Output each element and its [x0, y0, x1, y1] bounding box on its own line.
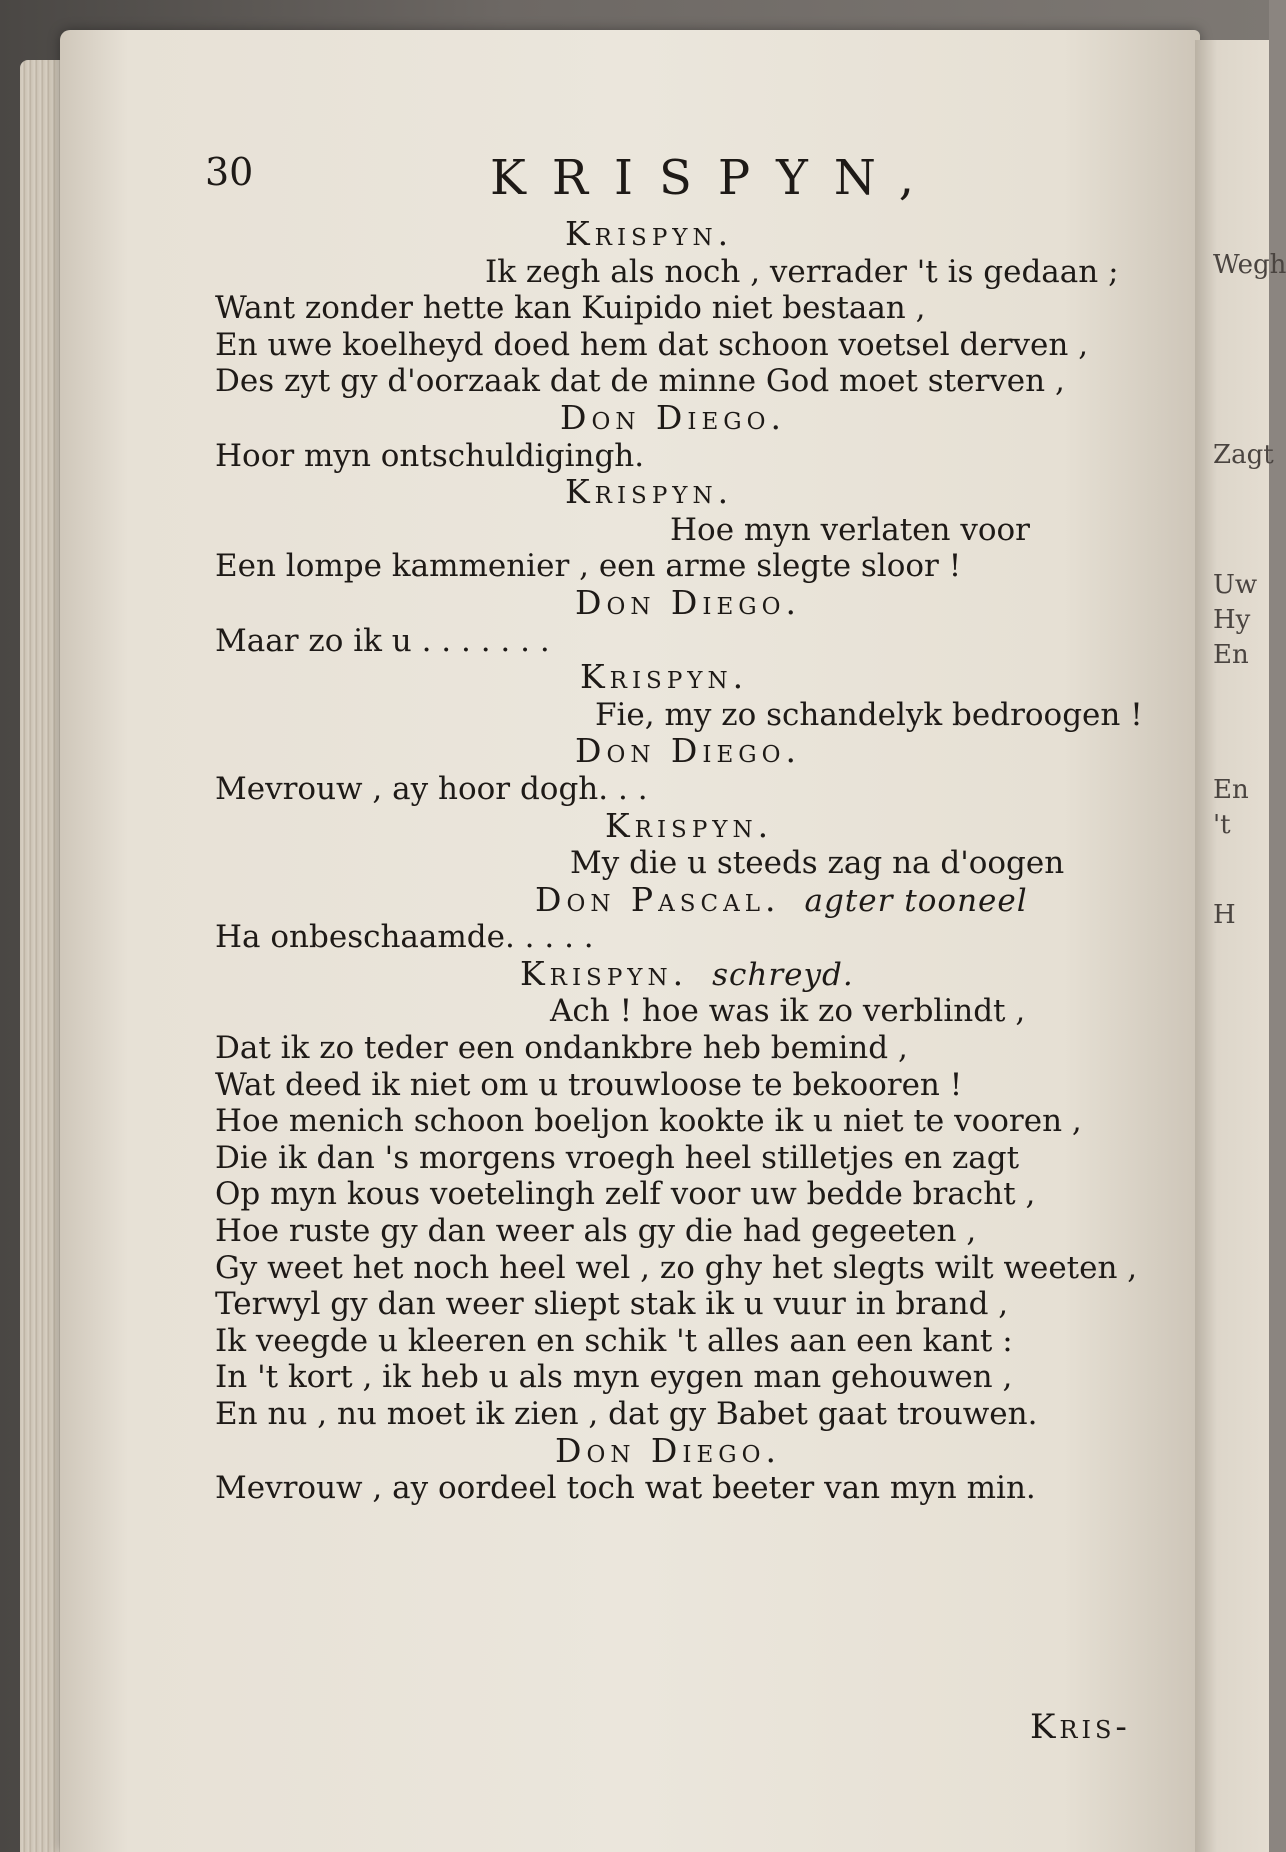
verse-line: [205, 919, 1165, 956]
verse-line: [205, 1030, 1165, 1067]
speaker-label: Don Diego.: [575, 582, 801, 622]
verse-text: Een lompe kammenier , een arme slegte sloor !: [215, 548, 962, 585]
verse-line: [205, 1103, 1165, 1140]
verse-line: [205, 1176, 1165, 1213]
facing-page-fragment: Wegh: [1213, 250, 1286, 280]
speaker-label: Krispyn.: [605, 805, 774, 845]
verse-text: Ach ! hoe was ik zo verblindt ,: [550, 993, 1026, 1030]
speaker-label: Krispyn.: [565, 472, 734, 512]
verse-line: [205, 1213, 1165, 1250]
verse-text: Op myn kous voetelingh zelf voor uw bedde bracht ,: [215, 1176, 1036, 1213]
facing-page-fragment: 't: [1213, 810, 1231, 840]
stage-direction: schreyd.: [712, 956, 854, 993]
speaker-label: Don Diego.: [575, 731, 801, 771]
speaker-name: [205, 216, 1165, 254]
verse-line: [205, 1067, 1165, 1104]
facing-page: [1195, 40, 1286, 1852]
verse-text: Dat ik zo teder een ondankbre heb bemind ,: [215, 1030, 908, 1067]
speaker-name: [205, 733, 1165, 771]
facing-page-fragment: Uw: [1213, 570, 1258, 600]
verse-line: [205, 697, 1165, 734]
facing-page-fragment: Zagt: [1213, 440, 1274, 470]
verse-line: [205, 1323, 1165, 1360]
speaker-name: [205, 1430, 1165, 1471]
page-text: [205, 150, 1165, 1507]
catchword: Kris-: [1030, 1707, 1131, 1747]
facing-page-fragment: En: [1213, 640, 1249, 670]
facing-page-fragment: Hy: [1213, 605, 1251, 635]
verse-text: Terwyl gy dan weer sliept stak ik u vuur in brand ,: [215, 1286, 1009, 1323]
verse-line: [205, 438, 1165, 475]
verse-line: [205, 254, 1165, 291]
verse-text: In 't kort , ik heb u als myn eygen man gehouwen ,: [215, 1359, 1013, 1396]
verse-line: [205, 290, 1165, 327]
stage-direction: agter tooneel: [804, 882, 1028, 919]
verse-text: Hoe ruste gy dan weer als gy die had gegeeten ,: [215, 1213, 977, 1250]
verse-text: En uwe koelheyd doed hem dat schoon voetsel derven ,: [215, 326, 1089, 363]
verse-text: Wat deed ik niet om u trouwloose te bekooren !: [215, 1066, 963, 1103]
verse-text: En nu , nu moet ik zien , dat gy Babet gaat trouwen.: [215, 1396, 1038, 1432]
speaker-label: Krispyn.: [580, 657, 749, 697]
verse-line: [205, 1396, 1165, 1433]
speaker-name: [205, 879, 1165, 920]
verse-line: [205, 1140, 1165, 1177]
running-head: KRISPYN,: [490, 150, 941, 206]
verse-line: [205, 623, 1165, 660]
verse-text: Fie, my zo schandelyk bedroogen !: [595, 696, 1143, 733]
verse-text: Mevrouw , ay hoor dogh. . .: [215, 770, 648, 807]
verse-line: [205, 1359, 1165, 1396]
speaker-label: Don Diego.: [555, 1430, 781, 1470]
verse-line: [205, 363, 1165, 400]
verse-line: [205, 1470, 1165, 1507]
speaker-name: [205, 953, 1165, 994]
page-header: [205, 150, 1165, 216]
verse-line: [205, 1250, 1165, 1287]
verse-text: Hoe myn verlaten voor: [670, 511, 1030, 548]
verse-text: Hoe menich schoon boeljon kookte ik u niet te vooren ,: [215, 1103, 1082, 1140]
verse-text: My die u steeds zag na d'oogen: [570, 845, 1065, 882]
verse-line: [205, 993, 1165, 1030]
speaker-name: [205, 805, 1165, 846]
verse-text: Ik zegh als noch , verrader 't is gedaan ;: [485, 253, 1119, 290]
verse-line: [205, 327, 1165, 364]
speaker-label: Don Pascal.: [535, 879, 781, 919]
verse-text: Mevrouw , ay oordeel toch wat beeter van myn min.: [215, 1470, 1036, 1507]
speaker-label: Krispyn.: [565, 214, 734, 253]
speaker-label: Don Diego.: [560, 397, 786, 437]
verse-text: Ha onbeschaamde. . . . .: [215, 919, 594, 956]
verse-text: Gy weet het noch heel wel , zo ghy het slegts wilt weeten ,: [215, 1249, 1138, 1286]
verse-line: [205, 771, 1165, 808]
speaker-name: [205, 659, 1165, 697]
speaker-name: [205, 582, 1165, 623]
verse-line: [205, 512, 1165, 549]
verse-line: [205, 845, 1165, 882]
verse-line: [205, 548, 1165, 585]
verse-text: Ik veegde u kleeren en schik 't alles aan een kant :: [215, 1322, 1013, 1359]
facing-page-fragment: H: [1213, 900, 1236, 930]
speaker-label: Krispyn.: [520, 953, 689, 993]
verse-text: Want zonder hette kan Kuipido niet bestaan ,: [215, 290, 926, 327]
verse-text: Hoor myn ontschuldigingh.: [215, 437, 645, 474]
verse-line: [205, 1286, 1165, 1323]
verse-text: Des zyt gy d'oorzaak dat de minne God moet sterven ,: [215, 363, 1065, 400]
facing-page-fragment: En: [1213, 775, 1249, 805]
speaker-name: [205, 397, 1165, 438]
verse-text: Die ik dan 's morgens vroegh heel stilletjes en zagt: [215, 1139, 1020, 1176]
verse-text: Maar zo ik u . . . . . . .: [215, 622, 550, 659]
play-text: [205, 216, 1165, 1507]
speaker-name: [205, 474, 1165, 512]
page-number: 30: [205, 150, 254, 194]
